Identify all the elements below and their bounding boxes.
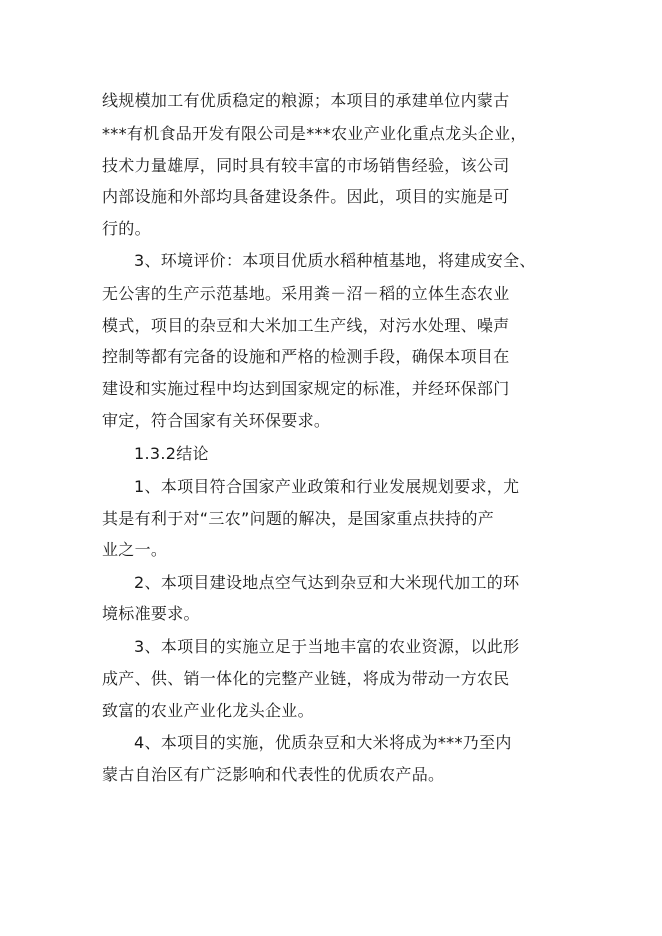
text-line: 建设和实施过程中均达到国家规定的标准，并经环保部门 bbox=[102, 379, 510, 398]
paragraph-environment-evaluation: 3、环境评价：本项目优质水稻种植基地，将建成安全、 bbox=[134, 251, 536, 270]
conclusion-item-3: 3、本项目的实施立足于当地丰富的农业资源，以此形 bbox=[134, 637, 520, 656]
text-line: 线规模加工有优质稳定的粮源；本项目的承建单位内蒙古 bbox=[102, 91, 510, 110]
text-line: 审定，符合国家有关环保要求。 bbox=[102, 411, 331, 430]
section-heading-conclusion: 1.3.2结论 bbox=[134, 444, 209, 463]
text-line: 其是有利于对“三农”问题的解决，是国家重点扶持的产 bbox=[102, 509, 495, 528]
conclusion-item-1: 1、本项目符合国家产业政策和行业发展规划要求，尤 bbox=[134, 477, 520, 496]
text-line: 技术力量雄厚，同时具有较丰富的市场销售经验，该公司 bbox=[102, 156, 510, 175]
text-line: 业之一。 bbox=[102, 540, 168, 559]
text-line: 内部设施和外部均具备建设条件。因此，项目的实施是可 bbox=[102, 187, 510, 206]
text-line: 模式，项目的杂豆和大米加工生产线，对污水处理、噪声 bbox=[102, 316, 510, 335]
text-line: ***有机食品开发有限公司是***农业产业化重点龙头企业， bbox=[102, 124, 527, 143]
text-line: 境标准要求。 bbox=[102, 604, 200, 623]
text-line: 无公害的生产示范基地。采用粪－沼－稻的立体生态农业 bbox=[102, 284, 510, 303]
text-line: 蒙古自治区有广泛影响和代表性的优质农产品。 bbox=[102, 765, 445, 784]
text-line: 致富的农业产业化龙头企业。 bbox=[102, 701, 314, 720]
text-line: 控制等都有完备的设施和严格的检测手段，确保本项目在 bbox=[102, 347, 510, 366]
conclusion-item-4: 4、本项目的实施，优质杂豆和大米将成为***乃至内 bbox=[134, 733, 512, 752]
text-line: 行的。 bbox=[102, 219, 151, 238]
text-line: 成产、供、销一体化的完整产业链，将成为带动一方农民 bbox=[102, 669, 510, 688]
conclusion-item-2: 2、本项目建设地点空气达到杂豆和大米现代加工的环 bbox=[134, 573, 520, 592]
